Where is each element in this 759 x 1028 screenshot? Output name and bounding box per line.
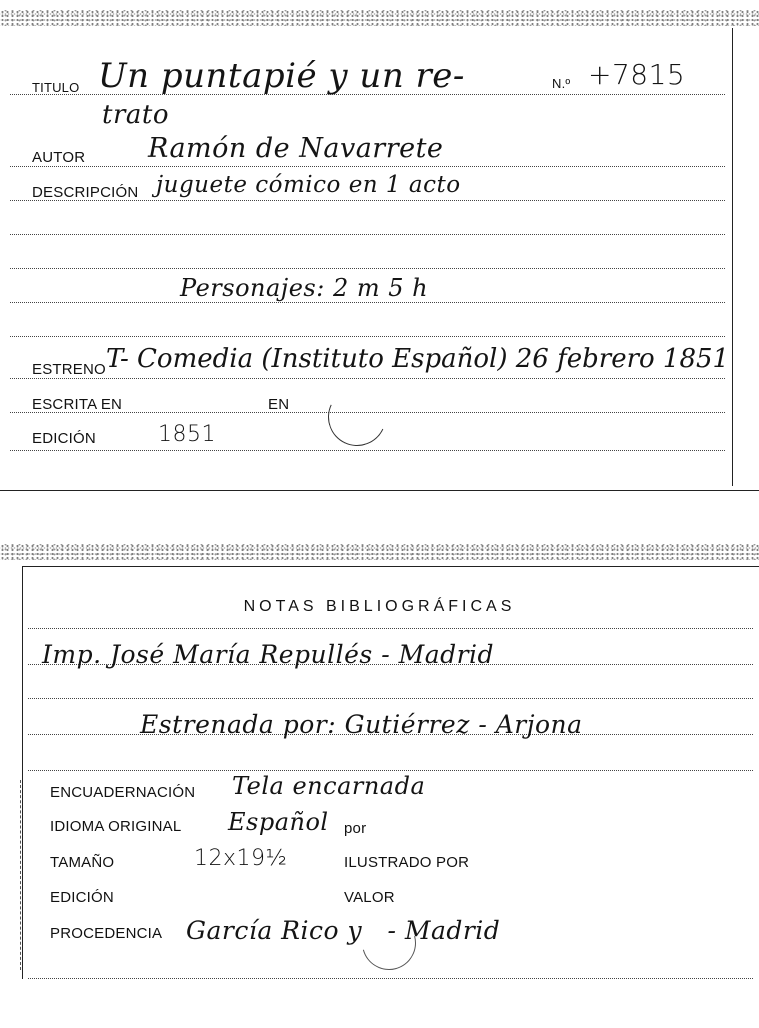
nota-estrenada: Estrenada por: Gutiérrez - Arjona	[140, 710, 583, 739]
encuadernacion-label: ENCUADERNACIÓN	[50, 784, 196, 801]
rule-line	[10, 336, 725, 337]
rule-line	[10, 378, 725, 379]
nota-imprenta: Imp. José María Repullés - Madrid	[42, 640, 495, 669]
escrita-en-label: ESCRITA EN	[32, 396, 123, 413]
edicion-value: 1851	[158, 422, 216, 447]
rule-line	[28, 770, 753, 771]
rule-line	[10, 268, 725, 269]
rule-line	[10, 302, 725, 303]
autor-label: AUTOR	[32, 149, 86, 166]
card-top-edge	[0, 490, 759, 491]
autor-value: Ramón de Navarrete	[148, 133, 444, 164]
rule-line	[10, 450, 725, 451]
edicion-label: EDICIÓN	[32, 430, 96, 447]
encuadernacion-value: Tela encarnada	[232, 772, 426, 800]
titulo-label: TITULO	[32, 80, 80, 95]
tamano-label: TAMAÑO	[50, 854, 115, 871]
descripcion-value: juguete cómico en 1 acto	[156, 172, 461, 198]
edicion-label-2: EDICIÓN	[50, 889, 114, 906]
idioma-original-label: IDIOMA ORIGINAL	[50, 818, 182, 835]
card-left-edge-marks	[20, 780, 21, 970]
rule-line	[28, 978, 753, 979]
scan-noise-middle	[0, 544, 759, 560]
estreno-label: ESTRENO	[32, 361, 106, 378]
procedencia-value: García Rico y - Madrid	[186, 916, 501, 945]
estreno-value: T- Comedia (Instituto Español) 26 febrero 1851	[106, 344, 730, 374]
titulo-value-continued: trato	[102, 100, 169, 130]
procedencia-label: PROCEDENCIA	[50, 925, 163, 942]
valor-label: VALOR	[344, 889, 395, 906]
rule-line	[10, 166, 725, 167]
ilustrado-por-label: ILUSTRADO POR	[344, 854, 470, 871]
rule-line	[28, 698, 753, 699]
scan-noise-top	[0, 10, 759, 26]
numero-label: N.º	[552, 76, 571, 91]
por-label: por	[344, 820, 367, 837]
titulo-value: Un puntapié y un re-	[98, 56, 465, 96]
idioma-original-value: Español	[228, 808, 329, 836]
rule-line	[28, 628, 753, 629]
en-label: EN	[268, 396, 290, 413]
rule-line	[10, 234, 725, 235]
tamano-value: 12x19½	[194, 846, 288, 871]
numero-value: +7815	[588, 58, 686, 91]
personajes-value: Personajes: 2 m 5 h	[180, 274, 429, 302]
notas-bibliograficas-heading: NOTAS BIBLIOGRÁFICAS	[243, 598, 516, 615]
descripcion-label: DESCRIPCIÓN	[32, 184, 139, 201]
